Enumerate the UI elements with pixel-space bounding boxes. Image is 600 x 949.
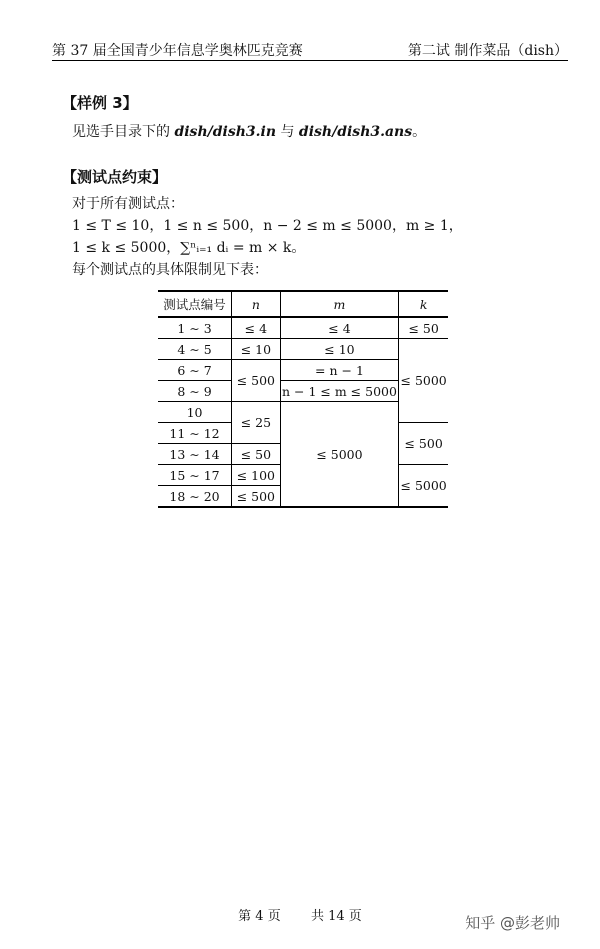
cell-m: ≤ 10 — [280, 339, 399, 360]
sample-section-title: 【样例 3】 — [62, 94, 138, 112]
cell-id: 18 ∼ 20 — [158, 486, 232, 508]
page-number: 第 4 页 — [238, 909, 281, 924]
cell-id: 6 ∼ 7 — [158, 360, 232, 381]
header-divider — [52, 60, 568, 61]
constraints-table — [158, 290, 448, 508]
cell-id: 15 ∼ 17 — [158, 465, 232, 486]
header-n: n — [232, 291, 281, 317]
header-contest-title: 第 37 届全国青少年信息学奥林匹克竞赛 — [52, 43, 303, 59]
sample-text-mid: 与 — [276, 124, 299, 140]
page-total: 共 14 页 — [311, 909, 362, 924]
cell-n: ≤ 100 — [232, 465, 281, 486]
constraints-intro: 对于所有测试点： — [72, 196, 184, 212]
header-testcase-id: 测试点编号 — [158, 291, 232, 317]
cell-id: 11 ∼ 12 — [158, 423, 232, 444]
cell-id: 4 ∼ 5 — [158, 339, 232, 360]
sample-text-prefix: 见选手目录下的 — [72, 124, 175, 140]
cell-id: 8 ∼ 9 — [158, 381, 232, 402]
header-m: m — [280, 291, 399, 317]
cell-id: 13 ∼ 14 — [158, 444, 232, 465]
header-problem-title: 第二试 制作菜品（dish） — [407, 43, 568, 59]
cell-n-merged: ≤ 500 — [232, 360, 281, 402]
cell-k-merged: ≤ 500 — [399, 423, 448, 465]
cell-n: ≤ 10 — [232, 339, 281, 360]
constraints-section-title: 【测试点约束】 — [62, 168, 168, 186]
constraints-range-line: 1 ≤ T ≤ 10，1 ≤ n ≤ 500，n − 2 ≤ m ≤ 5000，m ≥ 1， — [72, 218, 463, 234]
cell-n: ≤ 500 — [232, 486, 281, 508]
cell-m-merged: ≤ 5000 — [280, 402, 399, 508]
cell-k: ≤ 50 — [399, 317, 448, 339]
sample-text-suffix: 。 — [412, 124, 427, 140]
cell-id: 10 — [158, 402, 232, 423]
cell-m: = n − 1 — [280, 360, 399, 381]
cell-n: ≤ 4 — [232, 317, 281, 339]
table-row — [158, 339, 448, 360]
sample-file-ans: dish/dish3.ans — [298, 124, 413, 140]
header-k: k — [399, 291, 448, 317]
cell-k-merged: ≤ 5000 — [399, 339, 448, 423]
cell-n-merged: ≤ 25 — [232, 402, 281, 444]
cell-m: ≤ 4 — [280, 317, 399, 339]
sample-description — [72, 121, 426, 143]
constraints-sum-line: 1 ≤ k ≤ 5000，∑ⁿᵢ₌₁ dᵢ = m × k。 — [72, 240, 306, 256]
cell-m: n − 1 ≤ m ≤ 5000 — [280, 381, 399, 402]
constraints-table-intro: 每个测试点的具体限制见下表： — [72, 262, 268, 278]
cell-k-merged: ≤ 5000 — [399, 465, 448, 508]
table-row — [158, 317, 448, 339]
cell-id: 1 ∼ 3 — [158, 317, 232, 339]
sample-file-in: dish/dish3.in — [174, 124, 277, 140]
table-header-row — [158, 291, 448, 317]
watermark: 知乎 @彭老帅 — [465, 914, 560, 932]
cell-n: ≤ 50 — [232, 444, 281, 465]
